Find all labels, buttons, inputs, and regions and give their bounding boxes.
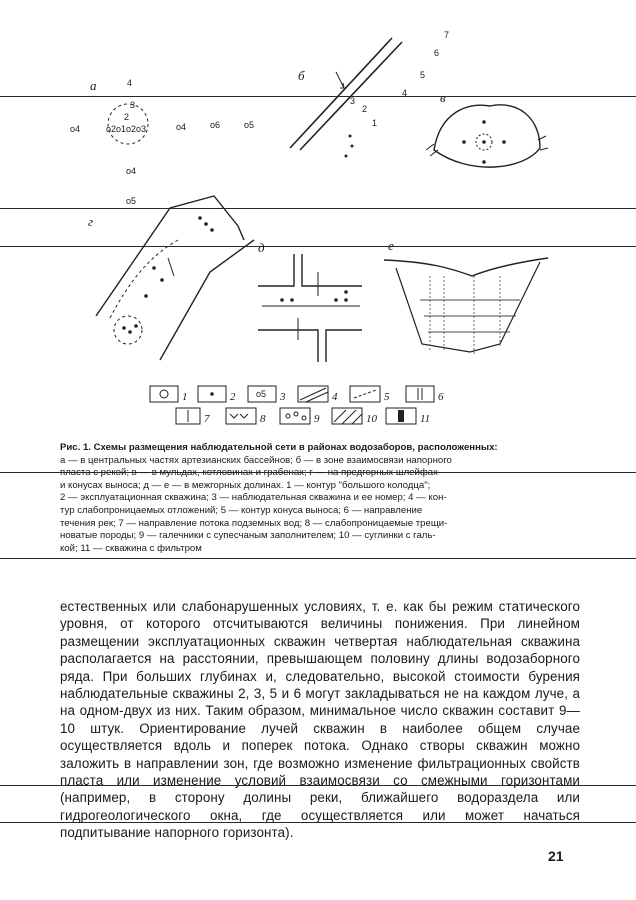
svg-text:7: 7 — [204, 413, 210, 425]
svg-text:9: 9 — [314, 413, 320, 425]
figure-caption — [60, 442, 580, 555]
caption-title: Рис. 1. Схемы размещения наблюдательной сети в районах водозаборов, расположенных: — [60, 442, 498, 453]
panel-label-g: г — [88, 214, 94, 229]
panel-d — [258, 240, 362, 362]
panel-label-b: б — [298, 68, 305, 83]
caption-line: а — в центральных частях артезианских бассейнов; б — в зоне взаимосвязи напорного — [60, 454, 452, 466]
well-number: о5 — [126, 196, 137, 206]
well-number: 2 — [362, 104, 368, 114]
caption-line: 2 — эксплуатационная скважина; 3 — наблюдательная скважина и ее номер; 4 — кон- — [60, 492, 447, 504]
panel-a — [70, 78, 254, 206]
caption-line: кой; 11 — скважина с фильтром — [60, 542, 202, 554]
caption-line: течения рек; 7 — направление потока подземных вод; 8 — слабопроницаемые трещи- — [60, 517, 448, 529]
well-number: 2 — [124, 112, 130, 122]
figure-legend — [150, 386, 444, 425]
well-number: о4 — [70, 124, 81, 134]
svg-text:2: 2 — [230, 391, 236, 403]
well-number: о4 — [126, 166, 137, 176]
basin-hatch — [426, 136, 548, 156]
caption-line: пласта с рекой; в — в мульдах, котловинах и грабенах; г — на предгорных шлейфах — [60, 467, 438, 479]
river-bank — [290, 38, 392, 148]
well-number: 5 — [420, 70, 426, 80]
svg-text:4: 4 — [332, 391, 338, 403]
panel-g — [88, 196, 254, 360]
svg-text:6: 6 — [438, 391, 444, 403]
svg-text:11: 11 — [420, 413, 431, 425]
cone-contour — [110, 240, 178, 318]
flow-arrow — [336, 72, 344, 88]
well-number: 4 — [127, 78, 133, 88]
svg-text:10: 10 — [366, 413, 377, 425]
well-number: 7 — [444, 30, 450, 40]
panel-v — [426, 90, 548, 167]
well-number: о5 — [244, 120, 255, 130]
caption-line: и конусах выноса; д — е — в межгорных долинах. 1 — контур "большого колодца"; — [60, 479, 431, 491]
svg-text:8: 8 — [260, 413, 266, 425]
scan-rule — [0, 558, 636, 559]
basin-contour — [434, 105, 540, 167]
panel-label-a: а — [90, 78, 97, 93]
well-number: 1 — [372, 118, 378, 128]
well-network-figure — [0, 0, 636, 440]
panel-e — [384, 238, 548, 354]
panel-label-v: в — [440, 90, 446, 105]
svg-text:1: 1 — [182, 391, 188, 403]
caption-line: новатые породы; 9 — галечники с супесчаным заполнителем; 10 — суглинки с галь- — [60, 530, 436, 542]
well-number: 6 — [434, 48, 440, 58]
page-number: 21 — [548, 848, 564, 864]
panel-label-e: е — [388, 238, 394, 253]
caption-line: тур слабопроницаемых отложений; 5 — контур конуса выноса; 6 — направление — [60, 504, 423, 516]
well-number: о4 — [176, 122, 187, 132]
well-number: 3 — [130, 100, 136, 110]
well-number: 3 — [350, 96, 356, 106]
svg-text:3: 3 — [280, 391, 286, 403]
svg-text:5: 5 — [384, 391, 390, 403]
panel-b — [290, 30, 449, 158]
panel-label-d: д — [258, 240, 265, 255]
well-number: 4 — [402, 88, 408, 98]
well-row-label: о2о1о2о3 — [106, 124, 147, 134]
body-paragraph: естественных или слабонарушенных условиях, т. е. как бы режим статического уровня, от которого отсчитываются величины понижения. При линейном размещении эксплуатационных скважин четвертая наблюдательная скважина располагается на расстоянии, превышающем половину длины водозаборного ряда. При больших глубинах и, следовательно, высокой стоимости бурения наблюдательные скважины 2, 3, 5 и 6 могут закладываться не на каждом луче, а на одном-двух из них. Таким образом, минимальное число скважин составит 9—10 штук. Ориентирование лучей скважин в наиболее общем случае осуществляется вдоль и поперек потока. Однако створы скважин можно заложить в направлении зон, где возможно изменение фильтрационных свойств пласта или изменение условий взаимосвязи со смежными горизонтами (например, в сторону долины реки, ближайшего водораздела или гидрогеологического окна, где осуществляется или может начаться подпитывание напорного горизонта). — [60, 599, 580, 841]
well-number: о6 — [210, 120, 221, 130]
svg-text:о5: о5 — [256, 389, 267, 399]
